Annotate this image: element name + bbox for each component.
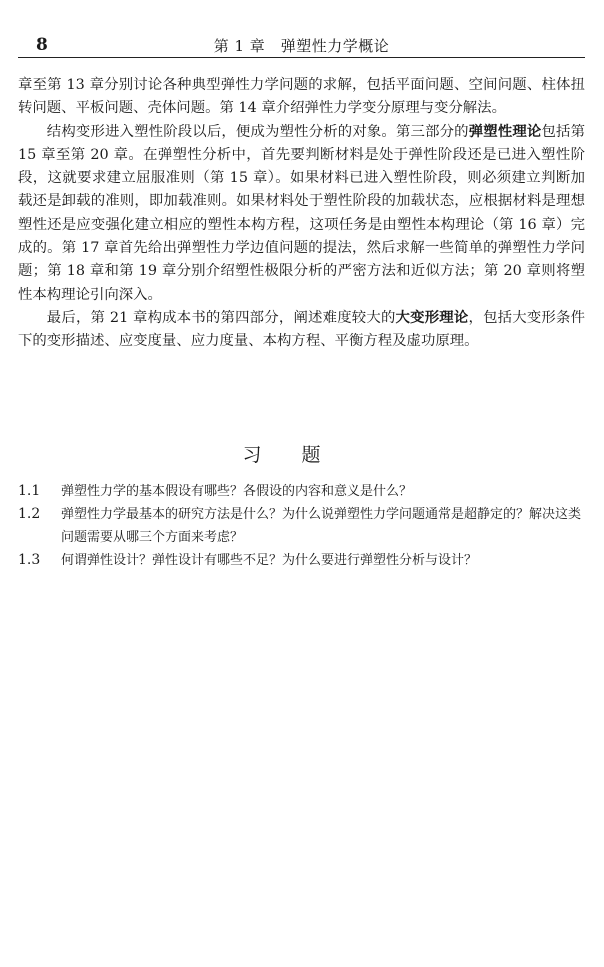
paragraph-3-text-a: 最后，第 21 章构成本书的第四部分，阐述难度较大的 [46, 309, 396, 326]
body-text [18, 74, 585, 354]
exercise-text: 弹塑性力学最基本的研究方法是什么？为什么说弹塑性力学问题通常是超静定的？解决这类问题需要从哪三个方面来考虑？ [61, 507, 582, 545]
paragraph-3-text-b: ，包括大变形条件下的变形描述、应变度量、应力度量、本构方程、平衡方程及虚功原理。 [18, 309, 585, 350]
exercise-list [18, 480, 585, 572]
paragraph-1 [18, 74, 585, 121]
paragraph-3 [18, 307, 585, 354]
paragraph-2-text-a: 结构变形进入塑性阶段以后，便成为塑性分析的对象。第三部分的 [46, 123, 469, 140]
exercise-text: 何谓弹性设计？弹性设计有哪些不足？为什么要进行弹塑性分析与设计？ [61, 553, 478, 568]
exercise-number: 1.2 [18, 506, 41, 522]
exercise-number: 1.1 [18, 483, 41, 499]
exercise-number: 1.3 [18, 552, 41, 568]
exercises-heading: 习题 [242, 444, 361, 466]
page-header [18, 29, 585, 59]
header-rule [18, 57, 585, 58]
running-title: 第 1 章 弹塑性力学概论 [213, 37, 390, 55]
paragraph-1-text: 章至第 13 章分别讨论各种典型弹性力学问题的求解，包括平面问题、空间问题、柱体扭转问题、平板问题、壳体问题。第 14 章介绍弹性力学变分原理与变分解法。 [18, 77, 585, 117]
term-large-deformation-theory: 大变形理论 [395, 309, 469, 326]
term-elastoplastic-theory: 弹塑性理论 [468, 123, 542, 140]
exercise-item [18, 480, 585, 503]
exercise-text: 弹塑性力学的基本假设有哪些？各假设的内容和意义是什么？ [61, 484, 413, 499]
paragraph-2 [18, 121, 585, 307]
page-number: 8 [36, 35, 48, 55]
exercise-item [18, 549, 585, 572]
paragraph-2-text-b: 包括第 15 章至第 20 章。在弹塑性分析中，首先要判断材料是处于弹性阶段还是已进入塑性阶段，这就要求建立屈服准则（第 15 章）。如果材料已进入塑性阶段，则必须建立判断加载还是卸载的准则，即加载准则。如果材料处于塑性阶段的加载状态，应根据材料是理想塑性还是应变强化建立相应的塑性本构方程，这项任务是由塑性本构理论（第 16 章）完成的。第 17 章首先给出弹塑性力学边值问题的提法，然后求解一些简单的弹塑性力学问题；第 18 章和第 19 章分别介绍塑性极限分析的严密方法和近似方法；第 20 章则将塑性本构理论引向深入。 [18, 123, 585, 303]
exercise-item [18, 503, 585, 549]
